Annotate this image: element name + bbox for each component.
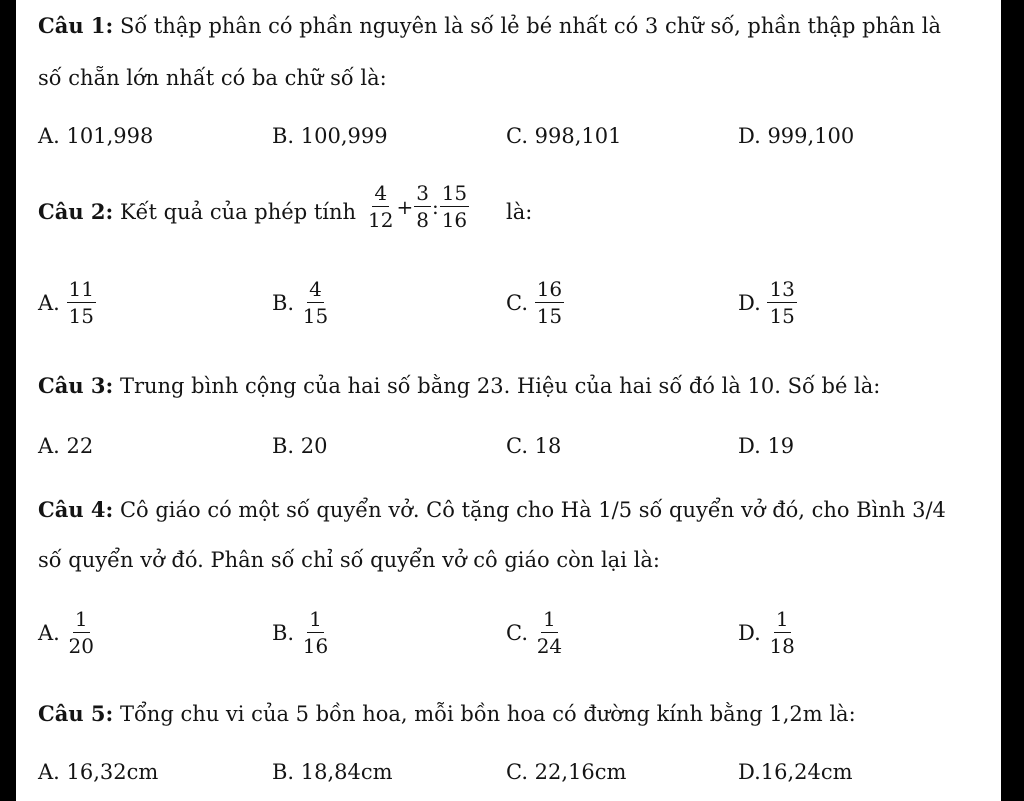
question-4-option-d: D. $\frac{1}{18}$ [738, 607, 795, 658]
expr-fraction-1: $\frac{4}{12}$ [368, 181, 394, 232]
question-5-option-d: D.16,24cm [738, 760, 853, 784]
expr-fraction-2: $\frac{3}{8}$ [416, 181, 429, 232]
question-1-line-2: số chẵn lớn nhất có ba chữ số là: [38, 66, 387, 90]
question-3-option-a: A. 22 [38, 434, 94, 458]
question-4-line-2: số quyển vở đó. Phân số chỉ số quyển vở cô giáo còn lại là: [38, 548, 660, 572]
question-2-expression [366, 182, 469, 231]
question-4-option-a: A. $\frac{1}{20}$ [38, 607, 94, 658]
question-1-option-d: D. 999,100 [738, 124, 855, 148]
question-3-option-b: B. 20 [272, 434, 328, 458]
question-2-text: Kết quả của phép tính [113, 200, 357, 224]
worksheet-page [16, 0, 1001, 801]
question-2-option-d: D. $\frac{13}{15}$ [738, 277, 795, 328]
expr-fraction-3: $\frac{15}{16}$ [441, 181, 468, 232]
question-1-line-1 [38, 12, 941, 40]
question-5-line [38, 700, 856, 728]
question-1-text: Số thập phân có phần nguyên là số lẻ bé nhất có 3 chữ số, phần thập phân là [113, 14, 941, 38]
question-3-option-c: C. 18 [506, 434, 562, 458]
question-1-option-c: C. 998,101 [506, 124, 622, 148]
question-2-line [38, 198, 356, 226]
question-4-label: Câu 4: [38, 497, 114, 522]
question-2-option-c: C. $\frac{16}{15}$ [506, 277, 563, 328]
question-2-label: Câu 2: [38, 199, 114, 224]
question-4-text: Cô giáo có một số quyển vở. Cô tặng cho Hà 1/5 số quyển vở đó, cho Bình 3/4 [113, 498, 946, 522]
question-1-option-b: B. 100,999 [272, 124, 388, 148]
question-3-option-d: D. 19 [738, 434, 795, 458]
expr-operator-divide: : [431, 194, 439, 219]
question-5-option-c: C. 22,16cm [506, 760, 627, 784]
question-5-option-a: A. 16,32cm [38, 760, 159, 784]
question-4-option-b: B. $\frac{1}{16}$ [272, 607, 329, 658]
question-4-option-c: C. $\frac{1}{24}$ [506, 607, 563, 658]
question-3-label: Câu 3: [38, 373, 114, 398]
question-2-option-a: A. $\frac{11}{15}$ [38, 277, 94, 328]
question-1-option-a: A. 101,998 [38, 124, 154, 148]
question-2-tail: là: [506, 200, 533, 224]
question-4-line-1 [38, 496, 946, 524]
question-2-option-b: B. $\frac{4}{15}$ [272, 277, 329, 328]
question-1-label: Câu 1: [38, 13, 114, 38]
question-5-label: Câu 5: [38, 701, 114, 726]
expr-operator-plus: + [396, 194, 414, 219]
question-5-option-b: B. 18,84cm [272, 760, 393, 784]
question-5-text: Tổng chu vi của 5 bồn hoa, mỗi bồn hoa có đường kính bằng 1,2m là: [113, 702, 856, 726]
question-3-line [38, 372, 880, 400]
question-3-text: Trung bình cộng của hai số bằng 23. Hiệu của hai số đó là 10. Số bé là: [113, 374, 881, 398]
